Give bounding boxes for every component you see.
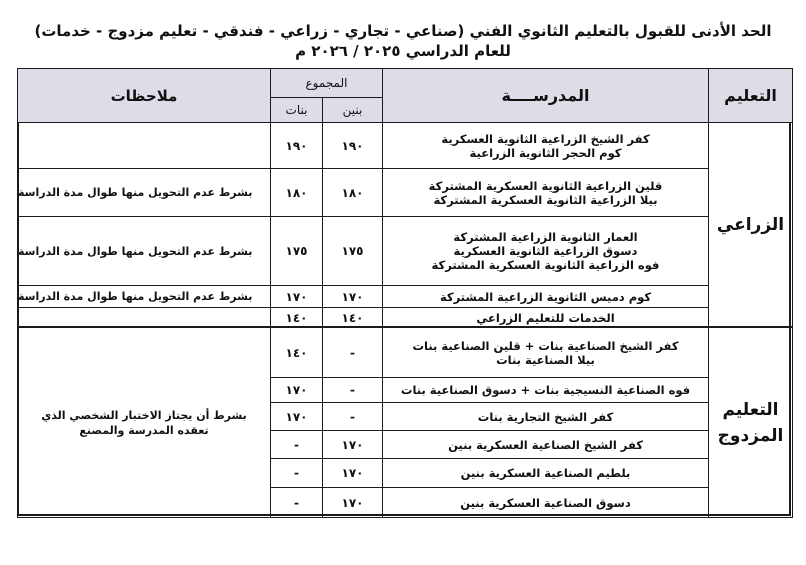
boys-score: - <box>322 402 383 431</box>
header-total: المجموع <box>270 68 383 98</box>
table-row-school: الخدمات للتعليم الزراعي <box>382 307 709 328</box>
boys-score: ١٩٠ <box>322 122 383 169</box>
boys-score: ١٤٠ <box>322 307 383 328</box>
girls-score: ١٤٠ <box>270 326 323 378</box>
note: بشرط عدم التحويل منها طوال مدة الدراسة <box>17 216 271 286</box>
girls-score: - <box>270 487 323 518</box>
category-agricultural <box>708 122 793 327</box>
header-girls: بنات <box>270 97 323 123</box>
document-title: الحد الأدنى للقبول بالتعليم الثانوي الفني (صناعي - تجاري - زراعي - فندقي - تعليم مزدوج - خدمات) <box>34 22 772 40</box>
girls-score: ١٩٠ <box>270 122 323 169</box>
header-notes: ملاحظات <box>17 68 271 123</box>
boys-score: ١٧٠ <box>322 487 383 518</box>
note: بشرط عدم التحويل منها طوال مدة الدراسة <box>17 285 271 308</box>
boys-score: ١٧٠ <box>322 285 383 308</box>
boys-score: ١٧٠ <box>322 430 383 459</box>
table-row-school: العمار الثانوية الزراعية المشتركة دسوق الزراعية الثانوية العسكرية فوه الزراعية الثانوية العسكرية المشتركة <box>382 216 709 286</box>
category-dual-education: التعليم المزدوج <box>708 326 793 518</box>
girls-score: - <box>270 458 323 488</box>
dual-note: بشرط أن يجتاز الاختبار الشخصي الذي تعقده المدرسة والمصنع <box>17 326 271 518</box>
girls-score: ١٧٥ <box>270 216 323 286</box>
girls-score: ١٧٠ <box>270 402 323 431</box>
table-row-school: كفر الشيخ الصناعية بنات + قلين الصناعية بنات بيلا الصناعية بنات <box>382 326 709 378</box>
girls-score: ١٧٠ <box>270 285 323 308</box>
table-row-school: كفر الشيخ الزراعية الثانوية العسكرية كوم الحجر الثانوية الزراعية <box>382 122 709 169</box>
table-row-school: دسوق الصناعية العسكرية بنين <box>382 487 709 518</box>
header-boys: بنين <box>322 97 383 123</box>
boys-score: ١٧٥ <box>322 216 383 286</box>
academic-year: للعام الدراسي ٢٠٢٥ / ٢٠٢٦ م <box>295 42 511 60</box>
girls-score: ١٤٠ <box>270 307 323 328</box>
table-row-school: كوم دميس الثانوية الزراعية المشتركة <box>382 285 709 308</box>
note: بشرط عدم التحويل منها طوال مدة الدراسة <box>17 168 271 217</box>
girls-score: ١٨٠ <box>270 168 323 217</box>
boys-score: - <box>322 377 383 403</box>
girls-score: - <box>270 430 323 459</box>
header-school: المدرســــة <box>382 68 709 123</box>
table-row-school: فوه الصناعية النسيجية بنات + دسوق الصناعية بنات <box>382 377 709 403</box>
girls-score: ١٧٠ <box>270 377 323 403</box>
note <box>17 122 271 169</box>
header-education: التعليم <box>708 68 793 123</box>
table-row-school: كفر الشيخ الصناعية العسكرية بنين <box>382 430 709 459</box>
table-row-school: بلطيم الصناعية العسكرية بنين <box>382 458 709 488</box>
boys-score: ١٧٠ <box>322 458 383 488</box>
table-row-school: قلين الزراعية الثانوية العسكرية المشتركة بيلا الزراعية الثانوية العسكرية المشتركة <box>382 168 709 217</box>
table-row-school: كفر الشيخ التجارية بنات <box>382 402 709 431</box>
boys-score: ١٨٠ <box>322 168 383 217</box>
note <box>17 307 271 328</box>
admission-table <box>17 68 791 516</box>
boys-score: - <box>322 326 383 378</box>
category-label: الزراعي <box>716 214 785 235</box>
